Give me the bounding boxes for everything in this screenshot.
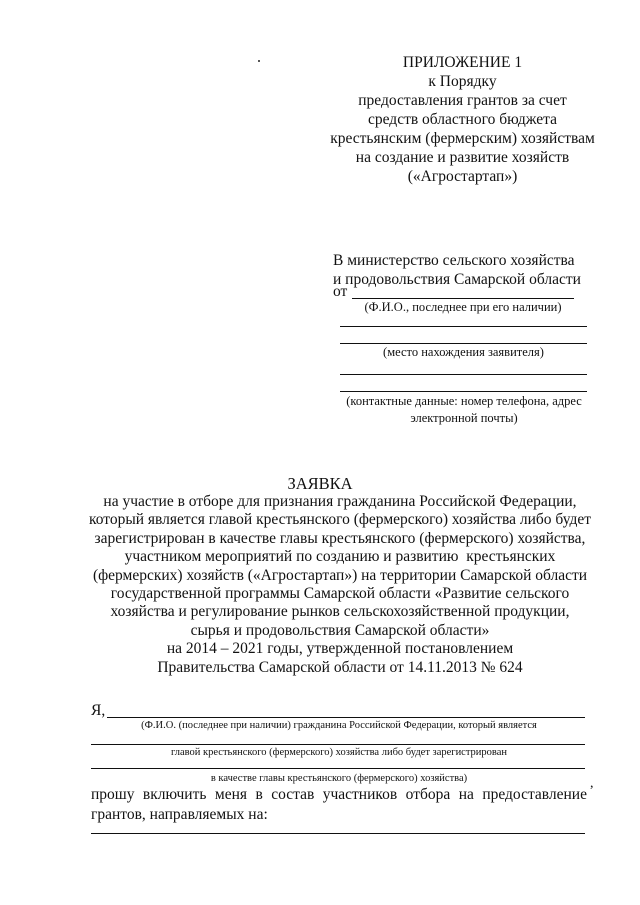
subject-line: Правительства Самарской области от 14.11.2013 № 624 [157,658,523,676]
addressee-line: В министерство сельского хозяйства [333,252,575,269]
location-caption: (место нахождения заявителя) [383,345,544,359]
applicant-line-3[interactable] [91,768,585,769]
contacts-input-line-1[interactable] [340,374,587,375]
applicant-name-line[interactable] [107,717,585,718]
subject-line: участником мероприятий по созданию и развитию крестьянских [124,548,556,566]
appendix-line: («Агростартап») [407,168,518,185]
application-title: ЗАЯВКА [287,474,353,493]
appendix-line: на создание и развитие хозяйств [355,149,570,166]
subject-line: на 2014 – 2021 годы, утвержденной постановлением [166,640,514,658]
addressee-block [333,251,581,289]
appendix-title: ПРИЛОЖЕНИЕ 1 [402,54,523,71]
application-subject [40,493,640,677]
applicant-caption-1: (Ф.И.О. (последнее при наличии) гражданина Российской Федерации, который является [141,720,537,731]
subject-line: который является главой крестьянского (фермерского) хозяйства либо будет [88,511,592,529]
subject-line: хозяйства и регулирование рынков сельскохозяйственной продукции, [110,603,570,621]
applicant-caption-2: главой крестьянского (фермерского) хозяйства либо будет зарегистрирован [170,747,508,758]
addressee-line: и продовольствия Самарской области [333,271,581,288]
subject-line: (фермерских) хозяйств («Агростартап») на территории Самарской области [92,566,588,584]
applicant-caption-3: в качестве главы крестьянского (фермерского) хозяйства) [210,773,468,784]
appendix-line: крестьянским (фермерским) хозяйствам [330,130,595,147]
from-label: от [333,283,348,300]
subject-line: на участие в отборе для признания гражданина Российской Федерации, [103,493,577,510]
applicant-line-2[interactable] [91,744,585,745]
appendix-line: средств областного бюджета [368,111,557,128]
subject-line: государственной программы Самарской области «Развитие сельского [110,585,570,603]
ya-label: Я, [91,702,106,719]
contacts-caption-line: (контактные данные: номер телефона, адрес [346,394,582,408]
contacts-input-line-2[interactable] [340,391,587,392]
grant-purpose-line[interactable] [91,833,585,834]
fio-caption: (Ф.И.О., последнее при его наличии) [364,300,562,314]
trailing-comma: , [590,776,594,791]
scan-speck [258,60,260,62]
contacts-caption [336,393,592,427]
subject-line: зарегистрирован в качестве главы крестьянского (фермерского) хозяйства, [94,529,586,547]
subject-line: сырья и продовольствия Самарской области» [190,621,490,639]
appendix-line: предоставления грантов за счет [358,92,567,109]
appendix-header [300,53,625,186]
location-input-line-1[interactable] [340,326,587,327]
appendix-line: к Порядку [428,73,497,90]
contacts-caption-line: электронной почты) [410,411,518,425]
request-paragraph: прошу включить меня в состав участников отбора на предоставление грантов, направляемых на: [91,786,587,823]
